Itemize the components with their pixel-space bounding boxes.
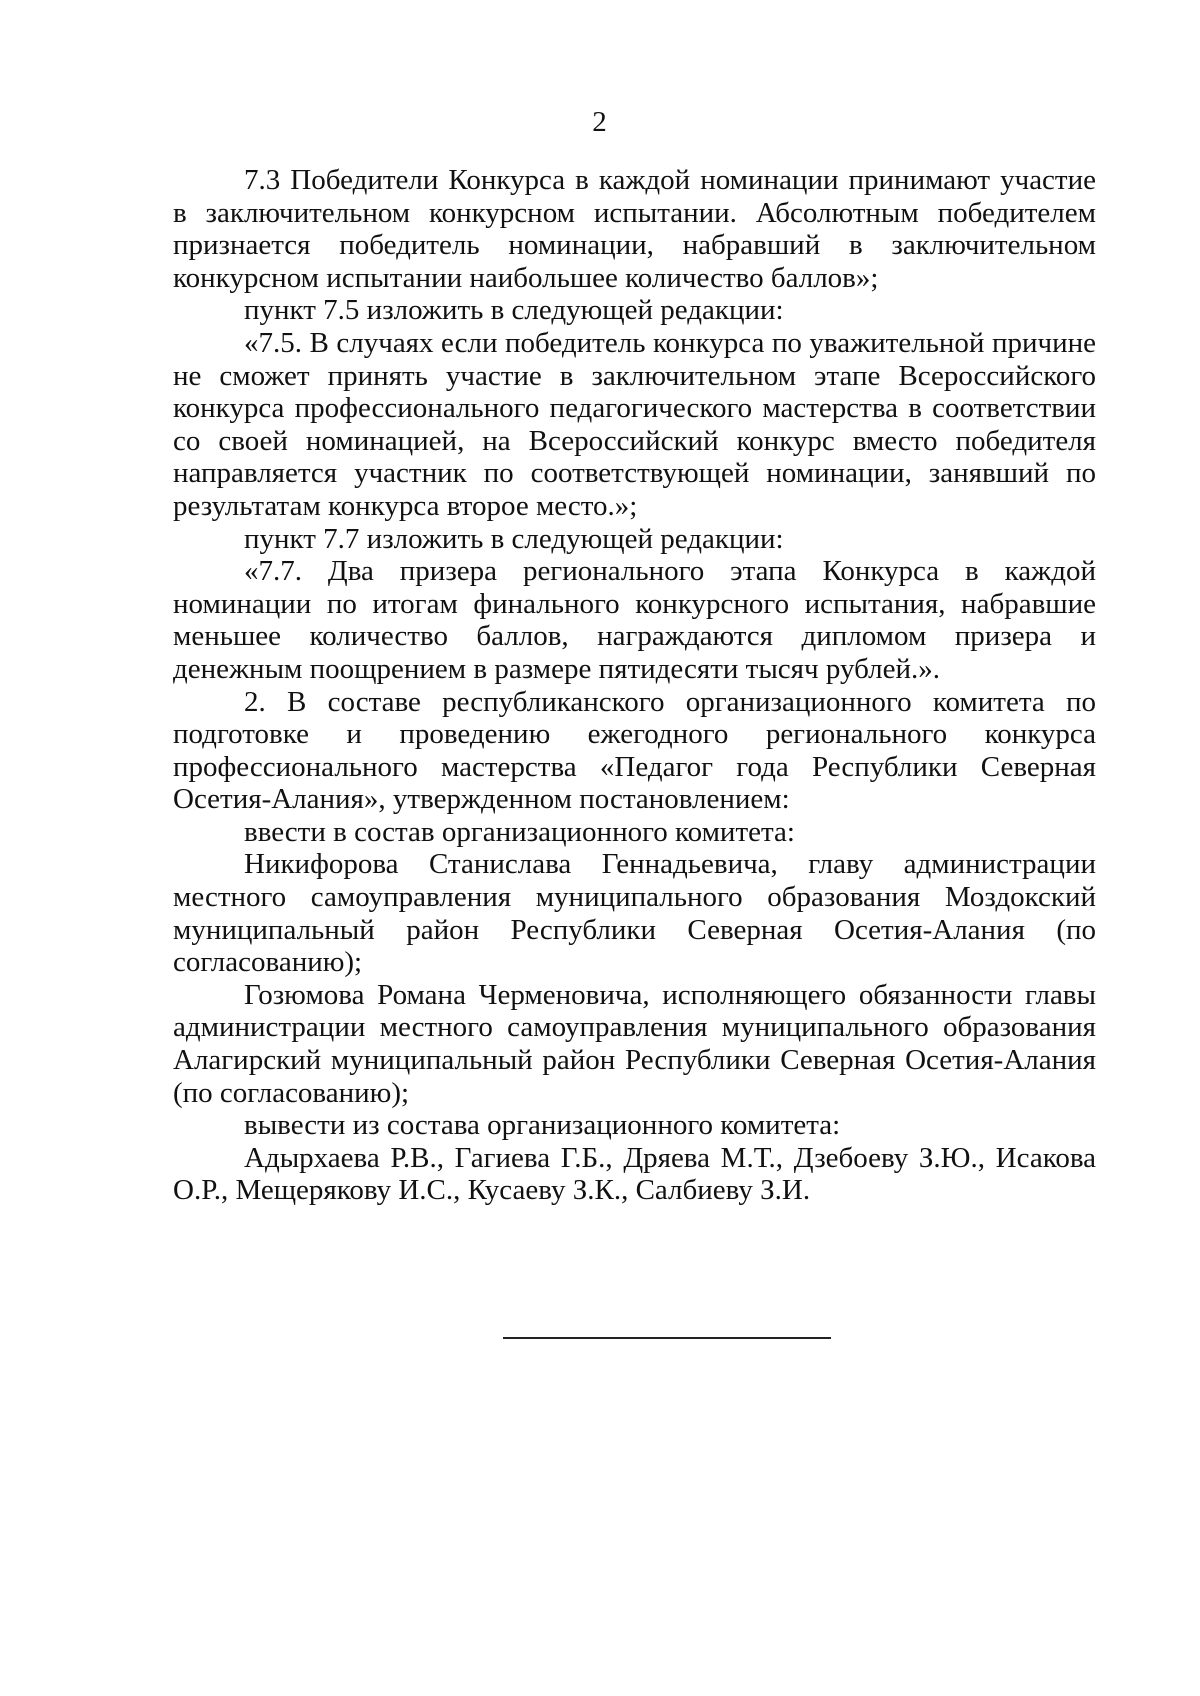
paragraph-member-gozyumov: Гозюмова Романа Черменовича, исполняющего обязанности главы администрации местного самоуправления муниципального образования Алагирский муниципальный район Республики Северная Осетия-Алания (по согласованию); bbox=[173, 978, 1096, 1109]
paragraph-item-2: 2. В составе республиканского организационного комитета по подготовке и проведению ежегодного регионального конкурса профессионального мастерства «Педагог года Республики Северная Осетия-Алания», утвержденном постановлением: bbox=[173, 685, 1096, 816]
paragraph-member-nikiforov: Никифорова Станислава Геннадьевича, главу администрации местного самоуправления муниципального образования Моздокский муниципальный район Республики Северная Осетия-Алания (по согласованию); bbox=[173, 848, 1096, 979]
document-body bbox=[173, 164, 1096, 1207]
paragraph-add-members-intro: ввести в состав организационного комитета: bbox=[244, 815, 795, 848]
paragraph-amend-7-7-intro: пункт 7.7 изложить в следующей редакции: bbox=[244, 522, 784, 555]
paragraph-7-3: 7.3 Победители Конкурса в каждой номинации принимают участие в заключительном конкурсном испытании. Абсолютным победителем признается победитель номинации, набравший в заключительном конкурсном испытании наибольшее количество баллов»; bbox=[173, 164, 1096, 294]
paragraph-7-7: «7.7. Два призера регионального этапа Конкурса в каждой номинации по итогам финального конкурсного испытания, набравшие меньшее количество баллов, награждаются дипломом призера и денежным поощрением в размере пятидесяти тысяч рублей.». bbox=[173, 555, 1096, 685]
paragraph-amend-7-5-intro: пункт 7.5 изложить в следующей редакции: bbox=[244, 294, 784, 327]
paragraph-7-5: «7.5. В случаях если победитель конкурса по уважительной причине не сможет принять участие в заключительном этапе Всероссийского конкурса профессионального педагогического мастерства в соответствии со своей номинацией, на Всероссийский конкурс вместо победителя направляется участник по соответствующей номинации, занявший по результатам конкурса второе место.»; bbox=[173, 326, 1096, 522]
paragraph-remove-members-intro: вывести из состава организационного комитета: bbox=[244, 1109, 841, 1142]
end-separator-line bbox=[503, 1337, 831, 1339]
paragraph-removed-members-list: Адырхаева Р.В., Гагиева Г.Б., Дряева М.Т., Дзебоеву З.Ю., Исакова О.Р., Мещерякову И.С., Кусаеву З.К., Салбиеву З.И. bbox=[173, 1141, 1096, 1207]
page-number: 2 bbox=[592, 106, 607, 138]
